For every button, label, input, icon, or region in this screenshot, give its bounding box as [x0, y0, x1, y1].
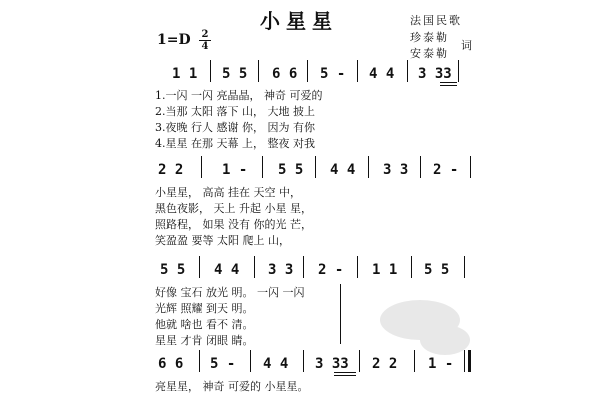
note-group: 4 4: [369, 66, 395, 82]
note-group: 3 33: [418, 66, 452, 82]
key-signature: 1=D: [157, 32, 191, 48]
lyric-line: 光辉 照耀 到天 明。: [155, 302, 254, 315]
note-group: 1 1: [372, 262, 398, 278]
note-group: 1 -: [428, 356, 454, 372]
note-group: 2 2: [372, 356, 398, 372]
lyric-line: 好像 宝石 放光 明。 一闪 一闪: [155, 286, 305, 299]
lyric-line: 小星星， 高高 挂在 天空 中，: [155, 186, 301, 199]
note-group: 1 -: [222, 162, 248, 178]
lyric-line: 亮星星， 神奇 可爱的 小星星。: [155, 380, 309, 393]
note-group: 6 6: [272, 66, 298, 82]
lyric-line: 星星 才肯 闭眼 睛。: [155, 334, 254, 347]
note-group: 4 4: [330, 162, 356, 178]
note-group: 1 1: [172, 66, 198, 82]
credit-role: 词: [461, 39, 474, 52]
credit-name-1: 珍泰勒: [410, 31, 449, 44]
lyric-line: 3.夜晚 行人 感谢 你， 因为 有你: [155, 121, 315, 134]
note-group: 5 5: [424, 262, 450, 278]
note-group: 2 -: [433, 162, 459, 178]
note-group: 4 4: [263, 356, 289, 372]
credit-origin: 法国民歌: [410, 14, 462, 27]
time-signature-bottom: 4: [201, 41, 209, 52]
note-group: 5 -: [320, 66, 346, 82]
note-group: 6 6: [158, 356, 184, 372]
credit-name-2: 安泰勒: [410, 47, 449, 60]
time-signature-top: 2: [201, 29, 209, 40]
lyric-line: 1.一闪 一闪 亮晶晶， 神奇 可爱的: [155, 89, 323, 102]
note-group: 5 5: [160, 262, 186, 278]
song-title: 小星星: [260, 9, 338, 33]
note-group: 5 5: [278, 162, 304, 178]
lyric-line: 黑色夜影， 天上 升起 小星 星，: [155, 202, 312, 215]
note-group: 3 3: [268, 262, 294, 278]
lyric-line: 他就 啥也 看不 清。: [155, 318, 254, 331]
lyric-line: 4.星星 在那 天幕 上， 整夜 对我: [155, 137, 315, 150]
lyric-line: 2.当那 太阳 落下 山， 大地 披上: [155, 105, 315, 118]
note-group: 3 33: [315, 356, 349, 372]
time-signature: [199, 30, 211, 51]
note-group: 2 -: [318, 262, 344, 278]
note-group: 5 -: [210, 356, 236, 372]
note-group: 4 4: [214, 262, 240, 278]
note-group: 3 3: [383, 162, 409, 178]
lyric-line: 笑盈盈 要等 太阳 爬上 山，: [155, 234, 290, 247]
lyric-line: 照路程， 如果 没有 你的光 芒，: [155, 218, 312, 231]
note-group: 5 5: [222, 66, 248, 82]
note-group: 2 2: [158, 162, 184, 178]
